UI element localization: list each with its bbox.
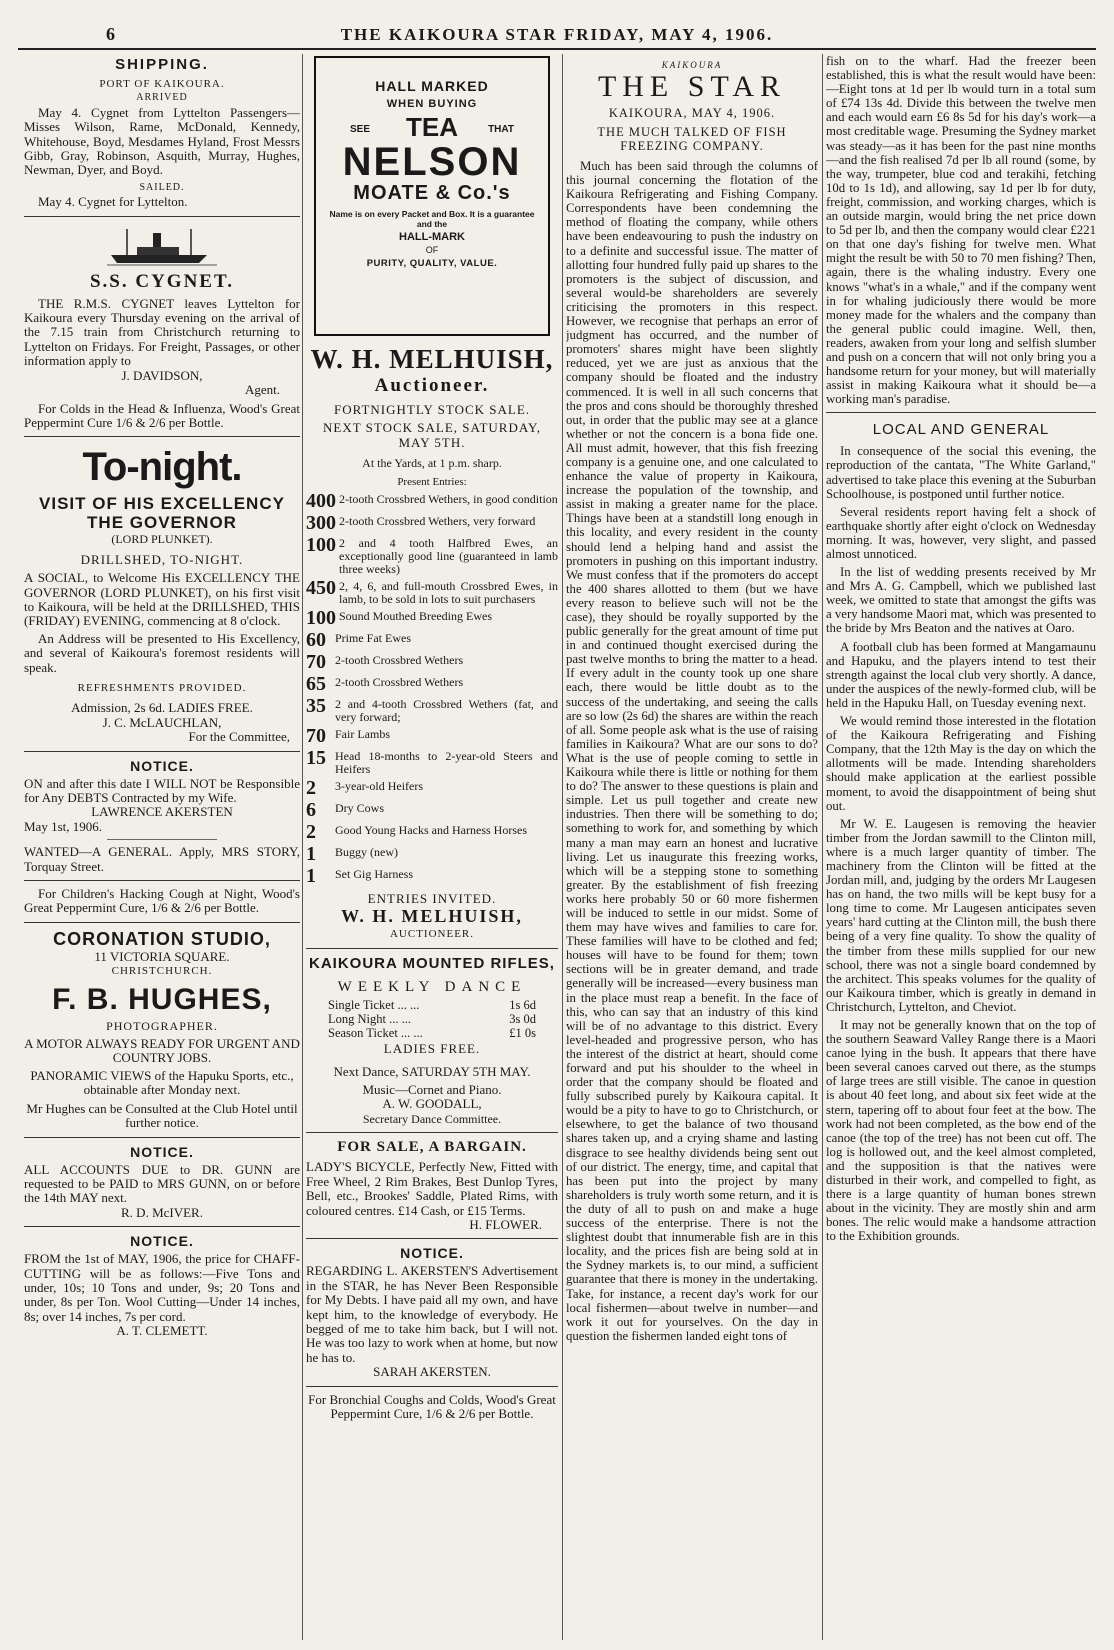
fortnightly-sale: FORTNIGHTLY STOCK SALE. xyxy=(333,402,531,417)
hughes-heading: F. B. HUGHES, xyxy=(52,982,272,1016)
sailed-text: May 4. Cygnet for Lyttelton. xyxy=(38,194,188,210)
editorial-title: THE MUCH TALKED OF FISH FREEZING COMPANY. xyxy=(597,125,787,153)
divider xyxy=(24,436,300,437)
column-1 xyxy=(24,54,300,1642)
stock-lot xyxy=(306,491,558,511)
notice-date: May 1st, 1906. xyxy=(24,818,102,834)
melhuish-heading: W. H. MELHUISH, xyxy=(310,344,554,374)
star-title: THE STAR xyxy=(597,70,787,103)
lot-count: 15 xyxy=(306,747,326,770)
ad-that: THAT xyxy=(488,124,514,135)
stock-lot xyxy=(306,652,558,672)
hughes-consult: Mr Hughes can be Consulted at the Club Hotel until further notice. xyxy=(26,1100,298,1131)
visit-place: DRILLSHED, TO-NIGHT. xyxy=(80,551,244,567)
studio-heading: CORONATION STUDIO, xyxy=(53,928,271,949)
entries-invited: ENTRIES INVITED. xyxy=(367,891,497,907)
cygnet-heading: S.S. CYGNET. xyxy=(89,270,234,292)
ad-guarantee: Name is on every Packet and Box. It is a guarantee and the xyxy=(329,209,535,229)
notice-name: A. T. CLEMETT. xyxy=(116,1323,208,1339)
stock-lot xyxy=(306,726,558,746)
divider xyxy=(24,216,300,217)
shipping-heading: SHIPPING. xyxy=(115,56,209,73)
lot-description: Head 18-months to 2-year-old Steers and Heifers xyxy=(335,749,558,777)
stock-lot xyxy=(306,822,558,842)
lot-description: Sound Mouthed Breeding Ewes xyxy=(339,609,492,624)
steamship-icon xyxy=(107,225,217,267)
masthead-title: THE KAIKOURA STAR FRIDAY, MAY 4, 1906. xyxy=(340,25,774,44)
stock-lot xyxy=(306,748,558,776)
lot-count: 1 xyxy=(306,843,316,866)
studio-city: CHRISTCHURCH. xyxy=(111,965,213,978)
column-rule xyxy=(562,54,563,1640)
dance-heading: WEEKLY DANCE xyxy=(337,978,527,995)
dance-ticket-label: Season Ticket ... ... xyxy=(328,1026,423,1041)
divider xyxy=(24,1226,300,1227)
stock-lot xyxy=(306,778,558,798)
editorial-date: KAIKOURA, MAY 4, 1906. xyxy=(608,106,776,120)
arrived-heading: ARRIVED xyxy=(136,92,188,104)
notice-heading: NOTICE. xyxy=(130,1233,194,1250)
dance-next: Next Dance, SATURDAY 5TH MAY. xyxy=(333,1063,531,1079)
melhuish-sign-title: AUCTIONEER. xyxy=(389,928,475,941)
dance-ticket-label: Long Night ... ... xyxy=(328,1012,411,1027)
notice-name: R. D. McIVER. xyxy=(121,1204,203,1220)
local-item: Mr W. E. Laugesen is removing the heavier timber from the Jordan sawmill to the Clinton mill, where is a much larger quantity of timber. The machinery from the Clinton will be fitted at the Jordan mill, and, judging by the orders Mr Laugesen has on hand, the two mills will be kept busy for a long time to come. Mr Laugesen anticipates seven years' hard cutting at the Clinton mill, the bush there being of a very fine quality. To show the quality of the timber from these mills supplied for our new school, there was not a single board condemned by the architect. This speaks volumes for the quality of our Kaikoura timber, which is greatly in demand in Christchurch, Lyttelton, and Cheviot. xyxy=(826,816,1096,1014)
hughes-motor: A MOTOR ALWAYS READY FOR URGENT AND COUNTRY JOBS. xyxy=(24,1036,300,1066)
local-item: Several residents report having felt a shock of earthquake shortly after eight o'clock on Wednesday morning. It was, however, very slight, and passed almost unnoticed. xyxy=(826,504,1096,561)
lot-description: 2-tooth Crossbred Wethers xyxy=(335,675,464,690)
ad-purity: PURITY, QUALITY, VALUE. xyxy=(366,258,498,269)
lot-count: 60 xyxy=(306,629,326,652)
lot-count: 70 xyxy=(306,651,326,674)
sailed-heading: SAILED. xyxy=(139,181,185,193)
divider xyxy=(306,1386,558,1387)
lot-description: 3-year-old Heifers xyxy=(335,779,424,794)
local-item: In consequence of the social this evening, the reproduction of the cantata, "The White Garland," advertised to take place this evening at the Suburban Schoolhouse, is postponed until further notice. xyxy=(826,444,1096,501)
lot-count: 100 xyxy=(306,534,336,557)
dance-price-row xyxy=(306,1026,558,1040)
notice-sign: SARAH AKERSTEN. xyxy=(373,1364,491,1380)
stock-lot xyxy=(306,800,558,820)
stock-lots xyxy=(306,491,558,886)
cygnet-text: THE R.M.S. CYGNET leaves Lyttelton for Kaikoura every Thursday evening on the arrival of the 7.15 train from Christchurch returning to Lyttelton on Fridays. For Freight, Passages, or other information apply to xyxy=(24,295,300,369)
lot-count: 65 xyxy=(306,673,326,696)
ad-hallmark: HALL-MARK xyxy=(399,231,465,243)
port-heading: PORT OF KAIKOURA. xyxy=(99,78,225,90)
lot-description: Good Young Hacks and Harness Horses xyxy=(335,823,527,838)
dance-ladies: LADIES FREE. xyxy=(383,1041,481,1057)
dance-ticket-price: 3s 0d xyxy=(509,1012,536,1027)
stock-lot xyxy=(306,844,558,864)
dance-ticket-price: 1s 6d xyxy=(509,998,536,1013)
divider xyxy=(107,839,217,840)
divider xyxy=(24,880,300,881)
lot-count: 300 xyxy=(306,512,336,535)
notice-name: LAWRENCE AKERSTEN xyxy=(91,804,233,820)
lot-count: 70 xyxy=(306,725,326,748)
visit-heading: VISIT OF HIS EXCELLENCY THE GOVERNOR xyxy=(39,494,285,533)
lot-count: 2 xyxy=(306,821,316,844)
stock-lot xyxy=(306,866,558,886)
lot-count: 450 xyxy=(306,577,336,600)
dance-prices xyxy=(306,998,558,1040)
divider xyxy=(306,1238,558,1239)
lot-description: Fair Lambs xyxy=(335,727,390,742)
arrived-text: May 4. Cygnet from Lyttelton Passengers—Misses Wilson, Rame, McDonald, Kennedy, Whitehouse, Boyd, Mesdames Hyland, Frost Messrs Gibb, Gray, Robinson, Asquith, Murray, Hughes, Newman, Dyer, and Boyd. xyxy=(24,104,300,178)
cygnet-agent: J. DAVIDSON, xyxy=(121,367,203,383)
notice-text: ON and after this date I WILL NOT be Responsible for Any DEBTS Contracted by my Wife. xyxy=(24,775,300,805)
visit-subheading: (LORD PLUNKET). xyxy=(111,532,213,547)
divider xyxy=(24,922,300,923)
local-item: We would remind those interested in the flotation of the Kaikoura Refrigerating and Fishing Company, that the 12th May is the day on which the allotments will be made. Intending shareholders should make application at the earliest possible moment, to avoid the disappointment of being shut out. xyxy=(826,714,1096,813)
stock-lot xyxy=(306,630,558,650)
ad-moate: MOATE & Co.'s xyxy=(353,182,511,204)
committee-for: For the Committee, xyxy=(188,729,290,745)
lot-description: 2, 4, 6, and full-mouth Crossbred Ewes, in lamb, to be sold in lots to suit purchasers xyxy=(339,579,558,607)
present-entries: Present Entries: xyxy=(397,475,467,488)
divider xyxy=(24,1137,300,1138)
dance-ticket-label: Single Ticket ... ... xyxy=(328,998,420,1013)
ad-when-buying: WHEN BUYING xyxy=(386,98,478,110)
sale-sign: H. FLOWER. xyxy=(469,1216,542,1232)
stock-lot xyxy=(306,578,558,606)
visit-text: A SOCIAL, to Welcome His EXCELLENCY THE GOVERNOR (LORD PLUNKET), on his first visit to Kaikoura, will be held at the DRILLSHED, THIS (FRIDAY) EVENING, commencing at 8 o'clock. xyxy=(24,570,300,629)
local-item: A football club has been formed at Mangamaunu and Hapuku, and the players intend to test their strength against the local club very shortly. A dance, under the auspices of the newly-formed club, will be held in the Hapuku Hall, on Tuesday evening next. xyxy=(826,639,1096,710)
lot-count: 100 xyxy=(306,607,336,630)
admission: Admission, 2s 6d. LADIES FREE. xyxy=(71,700,253,716)
column-2 xyxy=(306,54,558,1642)
stock-lot xyxy=(306,513,558,533)
notice-heading: NOTICE. xyxy=(400,1245,464,1262)
hughes-panoramic: PANORAMIC VIEWS of the Hapuku Sports, etc., obtainable after Monday next. xyxy=(30,1067,294,1098)
sale-text: LADY'S BICYCLE, Perfectly New, Fitted with Free Wheel, 2 Rim Brakes, Best Dunlop Tyres, Bell, etc., Brookes' Saddle, Plated Rims, with coloured centres. £14 Cash, or £15 Terms. xyxy=(306,1159,558,1218)
committee-sign: J. C. McLAUCHLAN, xyxy=(102,714,222,730)
divider xyxy=(826,412,1096,413)
local-items xyxy=(826,444,1096,1243)
dance-price-row xyxy=(306,998,558,1012)
notice-text: REGARDING L. AKERSTEN'S Advertisement in the STAR, he has Never Been Responsible for My Debts. I have paid all my own, and have kept him, to the knowledge of everybody. He begged of me to take him back, but I will not. He was too lazy to work when at home, but now he has to. xyxy=(306,1263,558,1365)
dance-sign-title: Secretary Dance Committee. xyxy=(362,1111,502,1126)
ad-nelson: NELSON xyxy=(342,140,522,184)
stock-lot xyxy=(306,696,558,724)
column-rule xyxy=(302,54,303,1640)
yards-time: At the Yards, at 1 p.m. sharp. xyxy=(362,456,502,471)
studio-address: 11 VICTORIA SQUARE. xyxy=(94,948,230,964)
auctioneer-title: Auctioneer. xyxy=(374,375,490,396)
lot-description: Dry Cows xyxy=(335,801,385,816)
notice-heading: NOTICE. xyxy=(130,1143,194,1160)
lot-count: 35 xyxy=(306,695,326,718)
ad-see: SEE xyxy=(350,124,371,135)
colds-advert: For Colds in the Head & Influenza, Wood's Great Peppermint Cure 1/6 & 2/6 per Bottle. xyxy=(24,400,300,430)
cygnet-agent-title: Agent. xyxy=(244,382,280,398)
notice-text: FROM the 1st of MAY, 1906, the price for CHAFF-CUTTING will be as follows:—Five Tons and under, 10s; 10 Tons and under, 9s; 20 Tons and under, 8s per Ton. Wool Cutting—Under 14 inches, 8s; over 14 inches, 7s per cord. xyxy=(24,1251,300,1324)
lot-count: 1 xyxy=(306,865,316,888)
ad-hallmarked: HALL MARKED xyxy=(375,78,489,94)
melhuish-sign: W. H. MELHUISH, xyxy=(341,906,523,927)
lot-description: 2-tooth Crossbred Wethers xyxy=(335,653,464,668)
editorial-continued: fish on to the wharf. Had the freezer been established, this is what the result would have been:—Eight tons at 1d per lb would turn in a total sum of £74 13s 4d. Divide this between the twelve men and each would earn £6 8s 5d for his day's work—a most creditable wage. Presuming the Sydney market was steady—as it has been for the past nine months—and the fish realised 7d per lb all round (some, by the way, trumpeter, blue cod and terakihi, fetching 10d to 1s 1d), and allowing, say 1d per lb for duty, freight, commission, and working charges, which is an outside margin, would bring the net price down to 5d per lb, and then the company would clear £221 on that one day's fishing for twelve men. What might the result be with 50 to 70 men fishing? Then, again, there is the whaling industry. Every one knows "what's in a whale," and if the company went in for whaling judiciously there would be more money made for the whalers and the company than the general public could imagine. Well, then, readers, awaken from your long and selfish slumber and push on a concern that will not only bring you a handsome return for your money, but will materially assist in making Kaikoura what it should be—a working man's paradise. xyxy=(826,54,1096,407)
sale-heading: FOR SALE, A BARGAIN. xyxy=(337,1139,527,1156)
dance-ticket-price: £1 0s xyxy=(509,1026,536,1041)
dance-music: Music—Cornet and Piano. xyxy=(362,1082,502,1098)
visit-text-2: An Address will be presented to His Excellency, and several of Kaikoura's foremost residents will speak. xyxy=(24,630,300,675)
stock-lot xyxy=(306,535,558,576)
local-item: In the list of wedding presents received by Mr and Mrs A. G. Campbell, which we published last week, we omitted to state that amongst the gifts was a very handsome Maori mat, which was presented to the bride by Mrs Beaton and the natives at Oaro. xyxy=(826,565,1096,636)
hughes-title: PHOTOGRAPHER. xyxy=(106,1018,218,1033)
refreshments: REFRESHMENTS PROVIDED. xyxy=(77,681,247,694)
lot-count: 6 xyxy=(306,799,316,822)
wanted-advert: WANTED—A GENERAL. Apply, MRS STORY, Torquay Street. xyxy=(24,844,300,874)
tonight-heading: To-night. xyxy=(82,445,242,490)
column-3 xyxy=(566,54,818,1642)
lot-count: 400 xyxy=(306,490,336,513)
notice-heading: NOTICE. xyxy=(130,757,194,774)
rifles-heading: KAIKOURA MOUNTED RIFLES, xyxy=(309,954,555,972)
stock-lot xyxy=(306,608,558,628)
ad-tea-line xyxy=(326,112,538,142)
ad-tea: TEA xyxy=(406,112,458,142)
lot-description: Buggy (new) xyxy=(335,845,398,860)
dance-sign: A. W. GOODALL, xyxy=(382,1096,482,1112)
lot-description: Prime Fat Ewes xyxy=(335,631,411,646)
notice-text: ALL ACCOUNTS DUE to DR. GUNN are requested to be PAID to MRS GUNN, on or before the 14th MAY next. xyxy=(24,1161,300,1206)
bronchial-advert: For Bronchial Coughs and Colds, Wood's Great Peppermint Cure, 1/6 & 2/6 per Bottle. xyxy=(308,1391,556,1421)
star-kaikoura: KAIKOURA xyxy=(661,60,723,70)
lot-description: 2-tooth Crossbred Wethers, in good condition xyxy=(339,492,558,507)
next-sale: NEXT STOCK SALE, SATURDAY, MAY 5TH. xyxy=(322,420,542,450)
divider xyxy=(306,1132,558,1133)
lot-description: 2-tooth Crossbred Wethers, very forward xyxy=(339,514,536,529)
tea-advert xyxy=(314,56,550,336)
stock-lot xyxy=(306,674,558,694)
local-item: It may not be generally known that on the top of the southern Seaward Valley Range there is a Maori canoe lying in the bush. It appears that there have been several canoes carved out there, as the stumps of large trees are still visible. The canoe in question is about 40 feet long, and about six feet wide at the stern, tapering off to about four feet at the bow. The work had not been completed, as the bow end of the canoe (the top of the tree) has not been cut off. The log is hollowed out, and the keel almost completed, and the supposition is that the natives were disturbed in their work, and compelled to fight, as there is a large quantity of human bones strewn about in the vicinity. They are mostly shin and arm bones. The relic would make a handsome attraction to the Exhibition grounds. xyxy=(826,1018,1096,1244)
star-masthead xyxy=(566,60,818,104)
cough-advert: For Children's Hacking Cough at Night, Wood's Great Peppermint Cure, 1/6 & 2/6 per Bottle. xyxy=(24,886,300,916)
ad-of: OF xyxy=(425,245,439,255)
column-4 xyxy=(826,54,1096,1642)
dance-price-row xyxy=(306,1012,558,1026)
lot-count: 2 xyxy=(306,777,316,800)
editorial-text: Much has been said through the columns of this journal concerning the flotation of the Kaikoura Refrigerating and Fishing Company. Correspondents have been condemning the method of floating the company, while others have been endeavouring to push the industry on to a definite and successful issue. The matter of allotting four hundred fully paid up shares to the promoters is the subject of discussion, and several would-be shareholders are severely criticising the promoters in this respect. However, we recognise that perhaps an error of judgment has occurred, and the number of promoters' shares might have been slightly reduced, yet we are just as anxious that the company should be floated and the industry commenced. It is well in all such concerns that the pros and cons should be thoroughly threshed out, in order that the public may see at a glance whether or not the concern is a bona fide one. All must admit, however, that this fish freezing company is a genuine one, and one calculated to enhance the value of property in Kaikoura, increase the population of the township, and assist in making a greater name for the place. Things have been at a standstill long enough in this locality, and every resident in the county should lend a helping hand and assist the promoters in pushing on this important industry. We must confess that if the promoters do accept the 400 shares allotted to them (but we have every reason to believe such will not be the case), they should be royally supported by the public generally for the great amount of time put in and continued thought exercised during the past twelve months to bring the matter to a head. If every adult in the county took up one share each, there would be little doubt as to the success of the undertaking, and seeing the calls are so low (2s 6d) the shares are within the reach of all. Some people ask what is the use of raising families in Kaikoura? What are our sons to do? What is the use of people coming to settle in Kaikoura while there is little or nothing for them to do? The answer to these questions is plain and simple. Let us pull together and create new industries. Then there will be something to do; something to work for, and something by which many a man may earn an honest and lucrative living. Let us inaugurate this freezing works, which will be a stepping stone to something greater. By the establishment of fish freezing works here probably 50 or 60 more fishermen will be induced to settle in our midst. Some of them may have wives and families to care for. These families will have to be clothed and fed; houses will have to be found for them; town sections will be in greater demand, and trade generally will be increased—every business man in the place must reap a benefit. In the face of this, who can say that an industry of this kind will be of no advantage to this district. Every level-headed and progressive person, who has the interest of the district at heart, should come forward and put his shoulder to the wheel in order that the company should be floated and fully subscribed purely by Kaikoura capital. It would be a pity to have to go to Christchurch, or elsewhere, to get the balance of two thousand shares taken up, and a crying shame and lasting disgrace to see healthy dividends being sent out of our district. The energy, time, and capital that has been put into the project by many shareholders is truly worth some return, and it is the duty of all to push on and make a huge success of the enterprise. There is not the slightest doubt that innumerable fish are in this locality, and the prices fish are being sold at in the Sydney markets is, to our mind, a sufficient guarantee that there is money in the undertaking. Take, for instance, a recent day's work for our local fishermen—about twelve in number—and work it out for yourselves. On the day in question the fishermen landed eight tons of xyxy=(566,159,818,1343)
lot-description: 2 and 4 tooth Halfbred Ewes, an exceptionally good line (guaranteed in lamb three weeks) xyxy=(339,536,558,577)
column-rule xyxy=(822,54,823,1640)
masthead xyxy=(18,22,1096,50)
local-general-heading: LOCAL AND GENERAL xyxy=(872,421,1050,439)
lot-description: 2 and 4-tooth Crossbred Wethers (fat, and very forward; xyxy=(335,697,558,725)
lot-description: Set Gig Harness xyxy=(335,867,413,882)
divider xyxy=(306,948,558,949)
divider xyxy=(24,751,300,752)
page-number: 6 xyxy=(106,24,115,44)
